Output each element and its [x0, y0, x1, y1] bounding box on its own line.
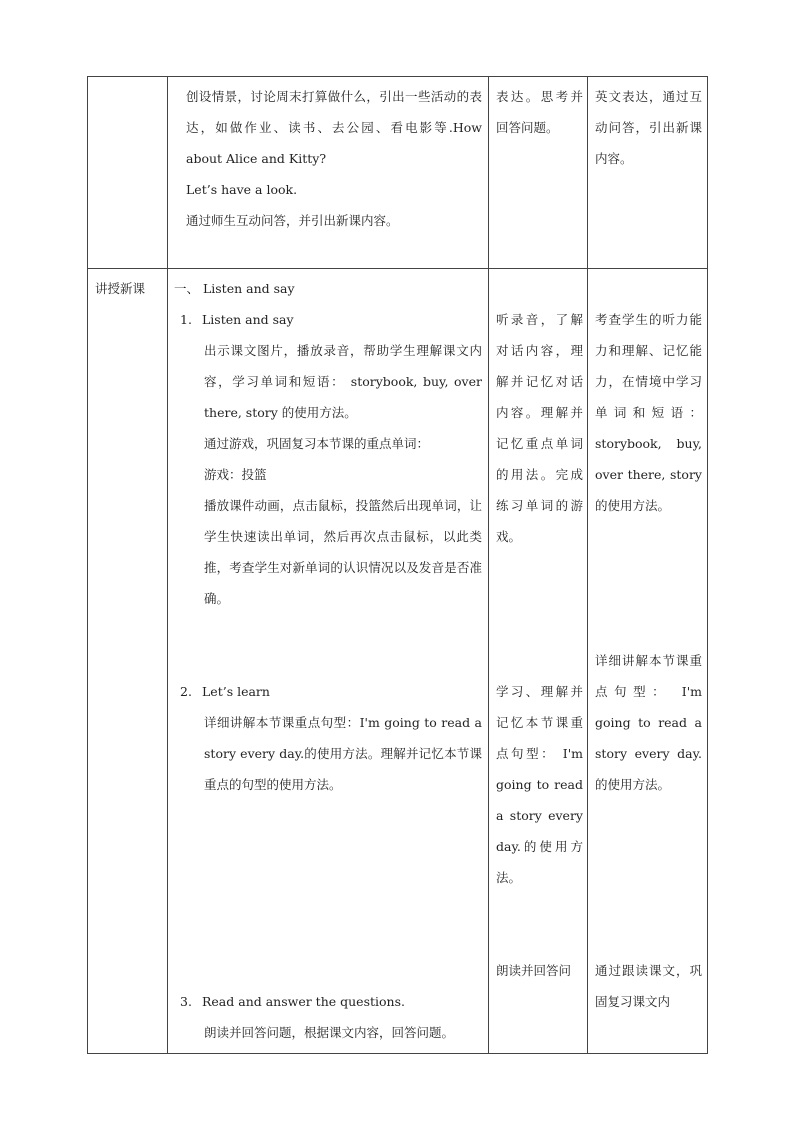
- item-number: 3.: [180, 994, 192, 1009]
- item-number: 1.: [180, 312, 192, 327]
- teacher-activity-cell: [168, 269, 489, 1054]
- paragraph: 游戏：投篮: [204, 467, 267, 482]
- paragraph: 朗读并回答问: [496, 963, 572, 978]
- section-heading: 一、 Listen and say: [174, 281, 295, 296]
- paragraph: 通过跟读课文，巩固复习课文内: [595, 963, 702, 1009]
- paragraph: 创设情景，讨论周末打算做什么，引出一些活动的表达，如做作业、读书、去公园、看电影等.How about Alice and Kitty?: [186, 89, 482, 166]
- paragraph: 详细讲解本节课重点句型：I'm going to read a story every day.的使用方法。理解并记忆本节课重点的句型的使用方法。: [204, 715, 482, 792]
- item-title: Let’s learn: [202, 684, 270, 699]
- design-intent-cell: 英文表达，通过互动问答，引出新课内容。: [588, 77, 708, 269]
- item-number: 2.: [180, 684, 192, 699]
- paragraph: 学习、理解并记忆本节课重点句型： I'm going to read a story every day.的使用方法。: [496, 684, 583, 885]
- item-title: Listen and say: [202, 312, 294, 327]
- paragraph: 详细讲解本节课重点句型： I'm going to read a story every day.的使用方法。: [595, 653, 702, 792]
- lesson-plan-table: [87, 76, 708, 1054]
- stage-cell: [88, 77, 168, 269]
- item-body: [174, 707, 482, 800]
- item-body: [174, 335, 482, 614]
- paragraph: 出示课文图片，播放录音，帮助学生理解课文内容，学习单词和短语： storybook, buy, over there, story 的使用方法。: [204, 343, 482, 420]
- paragraph: 播放课件动画，点击鼠标，投篮然后出现单词，让学生快速读出单词，然后再次点击鼠标，以此类推，考查学生对新单词的认识情况以及发音是否准确。: [204, 498, 482, 606]
- table-row: [88, 77, 708, 269]
- item-title: Read and answer the questions.: [202, 994, 405, 1009]
- item-body: [174, 1017, 482, 1048]
- paragraph: 听录音，了解对话内容，理解并记忆对话内容。理解并记忆重点单词的用法。完成练习单词的游戏。: [496, 312, 583, 544]
- stage-cell: 讲授新课: [88, 269, 168, 1054]
- student-activity-cell: 表达。思考并回答问题。: [489, 77, 588, 269]
- design-intent-cell: [588, 269, 708, 1054]
- paragraph: Let’s have a look.: [186, 182, 298, 197]
- paragraph: 通过游戏，巩固复习本节课的重点单词：: [204, 436, 430, 451]
- item-heading: [174, 676, 482, 707]
- table-row: [88, 269, 708, 1054]
- paragraph: 朗读并回答问题，根据课文内容，回答问题。: [204, 1025, 455, 1040]
- teacher-activity-cell: [168, 77, 489, 269]
- paragraph: 通过师生互动问答，并引出新课内容。: [186, 213, 399, 228]
- item-heading: [174, 304, 482, 335]
- student-activity-cell: [489, 269, 588, 1054]
- paragraph: 考查学生的听力能力和理解、记忆能力，在情境中学习单词和短语： storybook, buy, over there, story的使用方法。: [595, 312, 702, 513]
- item-heading: [174, 986, 482, 1017]
